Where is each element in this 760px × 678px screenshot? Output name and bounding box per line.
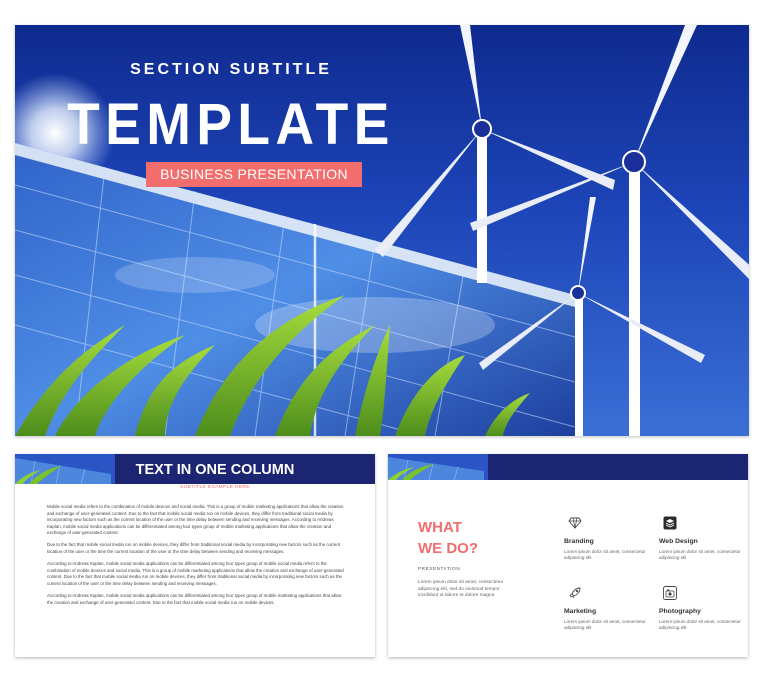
camera-icon [663,586,677,600]
paragraph: Due to the fact that mobile social media run on mobile devices, they differ from traditional social media by incorporating new factors such as the current location of the user or the time the current location of the user or the time delay between sending and receiving messages. [47,542,341,555]
diamond-icon [568,516,582,530]
solar-wind-illustration [15,25,749,436]
service-description: Lorem ipsum dolor sit amet, consectetur adipiscing elit [564,549,646,561]
what-we-do-heading [418,517,478,559]
service-name: Web Design [659,538,698,545]
solar-panel-thumbnail [388,454,488,480]
service-name: Marketing [564,608,597,615]
paragraph: Mobile social media refers to the combination of mobile devices and social media. This is a group of mobile marketing applications that allow the creation and exchange of user-generated content. Due to the fact that mobile social media run on mobile devices, they differ from traditional social media by incorporating new factors such as the current location of the user or the time delay between sending and receiving messages. According to Andreas Kaplan, mobile social media applications can be differentiated among four types group of mobile marketing applications that allow the creation and exchange of user-generated content. [47,504,344,536]
service-name: Photography [659,608,701,615]
slide-heading: TEXT IN ONE COLUMN [135,462,295,478]
paragraph: According to Andreas Kaplan, mobile social media applications can be differentiated among four types group of mobile social media refers to the combination of mobile devices and social media. This is a group of mobile marketing applications that allow the creation and exchange of user-generated content. Due to the fact that mobile social media run on mobile devices, they differ from traditional social media by incorporating new factors such as the current location of the user or the time delay between sending and receiving messages. [47,561,344,586]
business-presentation-badge: BUSINESS PRESENTATION [146,162,362,187]
solar-panel-thumbnail [15,454,115,484]
service-name: Branding [564,538,594,545]
service-description: Lorem ipsum dolor sit amet, consectetur adipiscing elit [564,619,646,631]
heading-line: WHAT [418,519,462,536]
text-column [47,504,347,612]
service-description: Lorem ipsum dolor sit amet, consectetur adipiscing elit [659,619,741,631]
presentation-label: PRESENTATION [418,566,461,571]
slide-title: TEMPLATE [67,92,395,157]
service-description: Lorem ipsum dolor sit amet, consectetur adipiscing elit [659,549,741,561]
slide-subheading: SUBTITLE EXAMPLE HERE [180,485,250,490]
section-subtitle: SECTION SUBTITLE [130,61,332,78]
heading-line: WE DO? [418,540,478,557]
title-slide[interactable] [15,25,749,436]
layers-icon [663,516,677,530]
services-slide[interactable] [388,454,748,657]
text-slide[interactable] [15,454,375,657]
intro-text: Lorem ipsum dolor sit amet, consectetur adipiscing elit, sed do eiusmod tempor incididunt ut labore et dolore magna [418,580,504,598]
paragraph: According to Andreas Kaplan, mobile social media applications can be differentiated among four types group of mobile marketing applications that allow the creation and exchange of user-generated content. Due to the fact that mobile social media run on mobile devices. [47,593,342,605]
rocket-icon [568,586,582,600]
